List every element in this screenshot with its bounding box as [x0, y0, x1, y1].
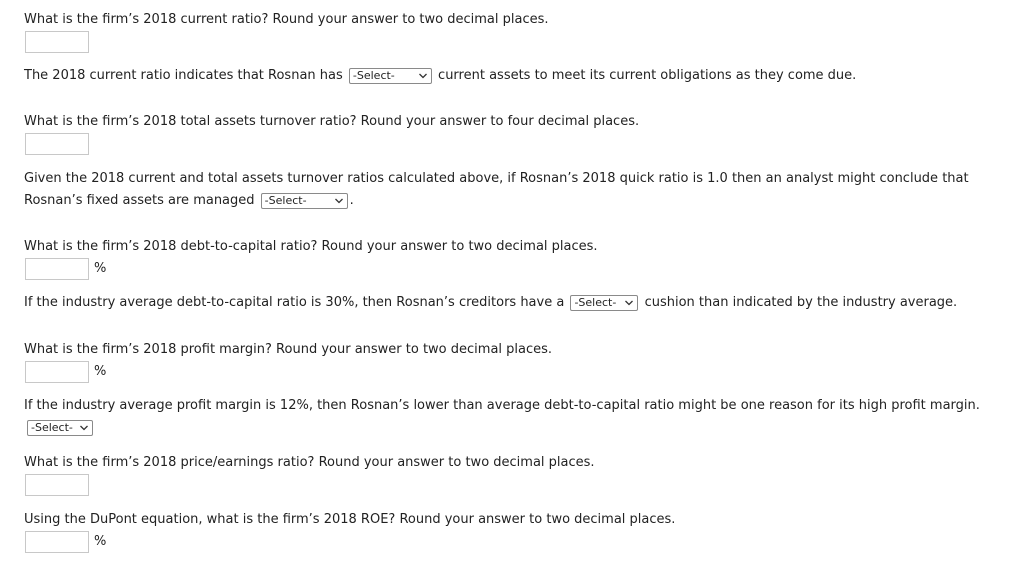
- creditor-cushion-select[interactable]: [570, 295, 638, 311]
- percent-unit: %: [94, 534, 107, 549]
- question-price-earnings: What is the firm’s 2018 price/earnings ratio? Round your answer to two decimal places.: [24, 455, 595, 470]
- current-ratio-input[interactable]: [25, 31, 89, 53]
- current-ratio-sentence: [24, 67, 856, 84]
- roe-input[interactable]: [25, 531, 89, 553]
- sentence-text: If the industry average debt-to-capital ratio is 30%, then Rosnan’s creditors have a: [24, 295, 565, 310]
- chevron-down-icon: [334, 195, 344, 207]
- question-current-ratio: What is the firm’s 2018 current ratio? Round your answer to two decimal places.: [24, 12, 549, 27]
- sentence-text: Rosnan’s fixed assets are managed: [24, 193, 255, 208]
- percent-unit: %: [94, 364, 107, 379]
- chevron-down-icon: [624, 297, 634, 309]
- current-assets-adequacy-select[interactable]: [349, 68, 432, 84]
- debt-to-capital-input[interactable]: [25, 258, 89, 280]
- price-earnings-input[interactable]: [25, 474, 89, 496]
- sentence-text: current assets to meet its current obligations as they come due.: [438, 68, 857, 83]
- creditor-cushion-sentence: [24, 294, 957, 311]
- sentence-text: The 2018 current ratio indicates that Rosnan has: [24, 68, 343, 83]
- fixed-assets-sentence: [24, 192, 354, 209]
- question-dupont-roe: Using the DuPont equation, what is the firm’s 2018 ROE? Round your answer to two decimal places.: [24, 512, 676, 527]
- fixed-assets-management-select[interactable]: [261, 193, 348, 209]
- profit-margin-statement: If the industry average profit margin is 12%, then Rosnan’s lower than average debt-to-capital ratio might be one reason for its high profit margin.: [24, 398, 980, 413]
- sentence-period: .: [349, 193, 354, 208]
- total-assets-turnover-input[interactable]: [25, 133, 89, 155]
- question-fixed-assets-line1: Given the 2018 current and total assets turnover ratios calculated above, if Rosnan’s 2018 quick ratio is 1.0 then an analyst might conclude that: [24, 171, 969, 186]
- sentence-text: cushion than indicated by the industry average.: [644, 295, 958, 310]
- profit-margin-input[interactable]: [25, 361, 89, 383]
- percent-unit: %: [94, 261, 107, 276]
- profit-margin-true-false-select[interactable]: [27, 420, 93, 436]
- chevron-down-icon: [418, 70, 428, 82]
- question-debt-to-capital: What is the firm’s 2018 debt-to-capital ratio? Round your answer to two decimal places.: [24, 239, 598, 254]
- chevron-down-icon: [79, 422, 89, 434]
- question-profit-margin: What is the firm’s 2018 profit margin? Round your answer to two decimal places.: [24, 342, 553, 357]
- select-value: -Select-: [31, 421, 73, 434]
- select-value: -Select-: [574, 295, 617, 309]
- select-value: -Select-: [264, 193, 307, 207]
- select-value: -Select-: [352, 68, 395, 82]
- question-total-assets-turnover: What is the firm’s 2018 total assets turnover ratio? Round your answer to four decimal places.: [24, 114, 640, 129]
